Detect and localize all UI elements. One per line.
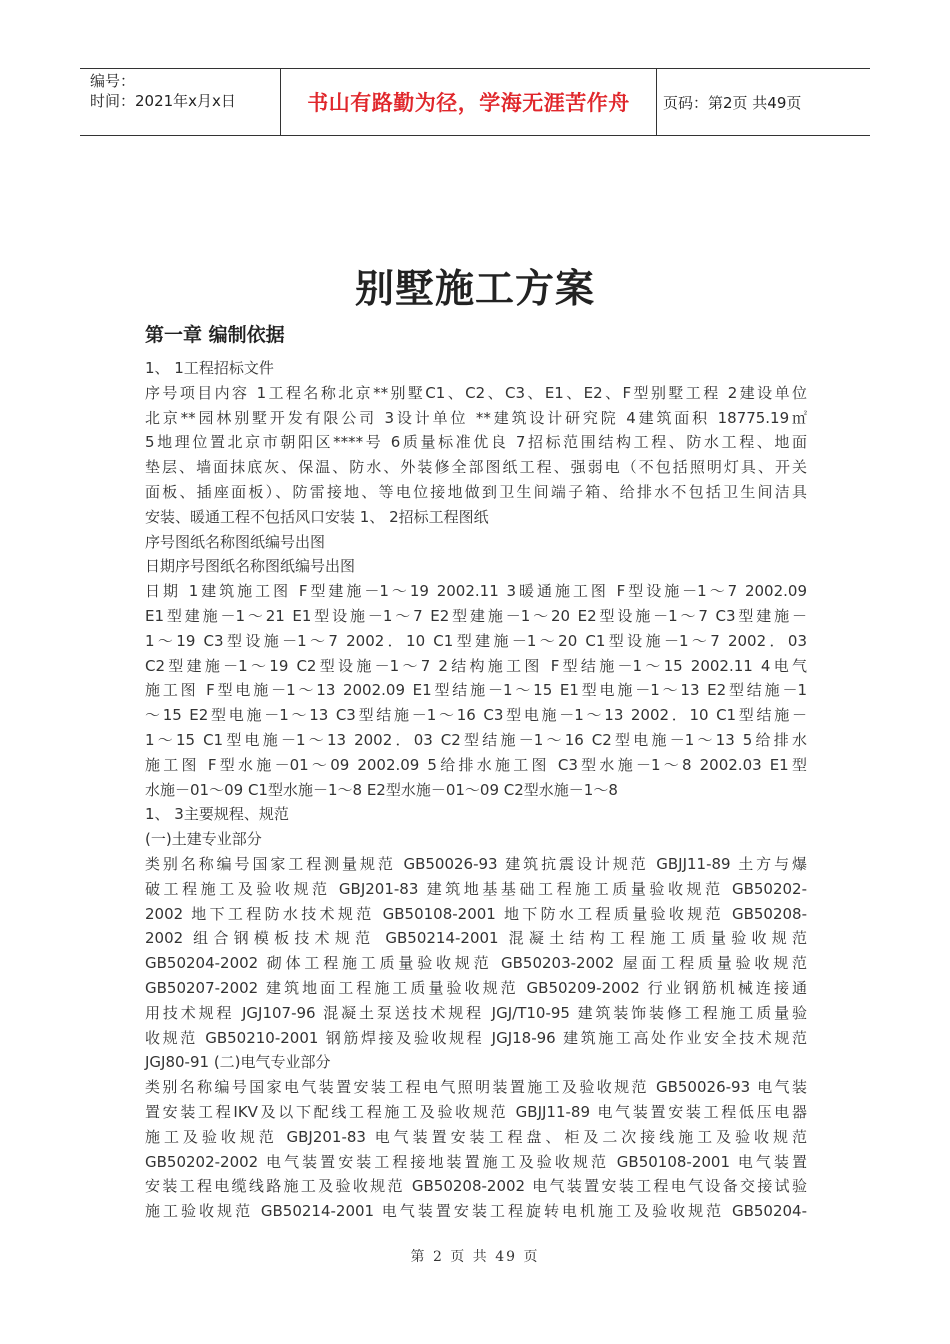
body-line: 破工程施工及验收规范 GBJ201-83 建筑地基基础工程施工质量验收规范 GB50202- [145,879,807,898]
body-line: E1型建施－1～21 E1型设施－1～7 E2型建施－1～20 E2型设施－1～7 C3型建施－ [145,606,807,625]
body-line: 水施－01～09 C1型水施－1～8 E2型水施－01～09 C2型水施－1～8 [145,780,618,799]
body-line: 5地理位置北京市朝阳区****号 6质量标准优良 7招标范围结构工程、防水工程、地面 [145,433,807,452]
body-line: 置安装工程IKV及以下配线工程施工及验收规范 GBJJ11-89 电气装置安装工程低压电器 [145,1102,807,1121]
number-label: 编号： [90,72,136,90]
chapter-heading: 第一章 编制依据 [145,324,285,346]
body-line: 施工图 F型电施－1～13 2002.09 E1型结施－1～15 E1型电施－1～13 E2型结施－1 [145,681,807,700]
time-label: 时间：2021年x月x日 [90,92,236,110]
motto: 书山有路勤为径，学海无涯苦作舟 [307,91,630,115]
body-line: 序号图纸名称图纸编号出图 [145,532,326,551]
body-line: 2002 组合钢模板技术规范 GB50214-2001 混凝土结构工程施工质量验收规范 [145,929,807,948]
header-motto-cell [281,69,657,135]
body-line: 1、 3主要规程、规范 [145,805,289,824]
body-line: 序号项目内容 1工程名称北京**别墅C1、C2、C3、E1、E2、F型别墅工程 2建设单位 [145,383,807,402]
body-line: JGJ80-91 (二)电气专业部分 [145,1053,331,1072]
body-line: 垫层、墙面抹底灰、保温、防水、外装修全部图纸工程、强弱电（不包括照明灯具、开关 [145,458,807,477]
body-line: 施工及验收规范 GBJ201-83 电气装置安装工程盘、柜及二次接线施工及验收规范 [145,1127,807,1146]
body-line: 1、 1工程招标文件 [145,359,274,377]
body-line: 北京**园林别墅开发有限公司 3设计单位 **建筑设计研究院 4建筑面积 18775.19㎡ [145,408,807,427]
body-line: GB50204-2002 砌体工程施工质量验收规范 GB50203-2002 屋面工程质量验收规范 [145,954,807,973]
body-line: 施工验收规范 GB50214-2001 电气装置安装工程旋转电机施工及验收规范 GB50204- [145,1202,807,1221]
body-line: GB50207-2002 建筑地面工程施工质量验收规范 GB50209-2002 行业钢筋机械连接通 [145,978,807,997]
body-line: 2002 地下工程防水技术规范 GB50108-2001 地下防水工程质量验收规范 GB50208- [145,904,807,923]
body-line: C2型建施－1～19 C2型设施－1～7 2结构施工图 F型结施－1～15 2002.11 4电气 [145,656,807,675]
body-line: 1～19 C3型设施－1～7 2002．10 C1型建施－1～20 C1型设施－1～7 2002．03 [145,631,807,650]
header-page-code-cell [657,69,870,135]
body-line: GB50202-2002 电气装置安装工程接地装置施工及验收规范 GB50108-2001 电气装置 [145,1152,807,1171]
body-line: 类别名称编号国家电气装置安装工程电气照明装置施工及验收规范 GB50026-93 电气装 [145,1078,807,1097]
body-line: 面板、插座面板）、防雷接地、等电位接地做到卫生间端子箱、给排水不包括卫生间洁具 [145,482,807,501]
document-title: 别墅施工方案 [354,266,595,312]
body-line: ～15 E2型电施－1～13 C3型结施－1～16 C3型电施－1～13 2002．10 C1型结施－ [145,706,807,725]
body-line: 1～15 C1型电施－1～13 2002．03 C2型结施－1～16 C2型电施－1～13 5给排水 [145,730,807,749]
page-header [80,68,870,136]
header-meta [80,69,281,135]
body-line: (一)土建专业部分 [145,830,262,849]
body-line: 类别名称编号国家工程测量规范 GB50026-93 建筑抗震设计规范 GBJJ11-89 土方与爆 [145,854,807,873]
page-code: 页码：第2页 共49页 [663,93,802,112]
body-line: 安装、暖通工程不包括风口安装 1、 2招标工程图纸 [145,507,489,526]
body-line: 收规范 GB50210-2001 钢筋焊接及验收规程 JGJ18-96 建筑施工高处作业安全技术规范 [145,1028,807,1047]
body-line: 日期序号图纸名称图纸编号出图 [145,557,356,576]
body-line: 用技术规程 JGJ107-96 混凝土泵送技术规程 JGJ/T10-95 建筑装饰装修工程施工质量验 [145,1003,807,1022]
page-footer: 第 2 页 共 49 页 [410,1249,540,1265]
body-line: 安装工程电缆线路施工及验收规范 GB50208-2002 电气装置安装工程电气设备交接试验 [145,1177,807,1196]
body-line: 施工图 F型水施－01～09 2002.09 5给排水施工图 C3型水施－1～8 2002.03 E1型 [145,755,807,774]
body-line: 日期 1建筑施工图 F型建施－1～19 2002.11 3暖通施工图 F型设施－1～7 2002.09 [145,582,807,601]
body-text [145,356,807,1224]
